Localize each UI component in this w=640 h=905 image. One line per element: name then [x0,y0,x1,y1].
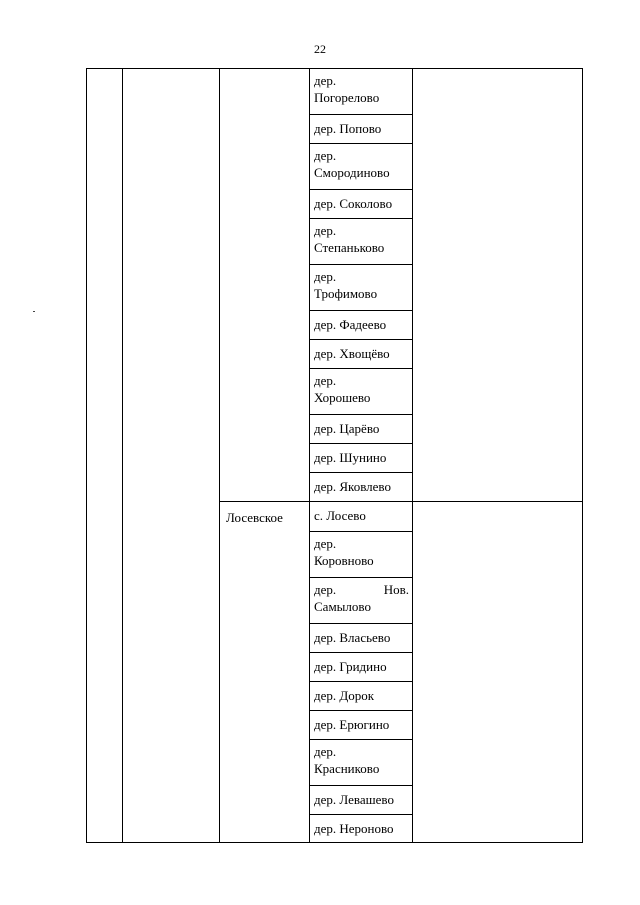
village-name-part: дер. Нероново [314,821,394,836]
village-name-part: дер. Царёво [314,421,380,436]
settlement-cell [220,502,310,843]
village-cell [310,115,413,144]
number-column-cell [87,69,123,843]
village-cell [310,532,413,578]
settlements-table [86,68,583,843]
village-cell [310,444,413,473]
settlement-name: Лосевское [226,510,283,525]
village-cell [310,711,413,740]
village-cell [310,682,413,711]
village-cell [310,740,413,786]
village-cell [310,144,413,190]
village-name-part: дер. [314,223,337,238]
village-cell [310,69,413,115]
village-cell [310,415,413,444]
settlements-table-body [87,69,583,843]
village-name-part: дер. [314,744,337,759]
notes-cell [413,69,583,502]
settlement-cell [220,69,310,502]
village-name-part: с. Лосево [314,508,366,523]
village-name-line [314,582,409,599]
village-name-part: дер. Шунино [314,450,387,465]
village-name-part: дер. Левашево [314,792,394,807]
village-cell [310,624,413,653]
village-name-part: Нов. [383,582,409,597]
village-name-part: дер. Гридино [314,659,387,674]
village-name-part: дер. [314,373,337,388]
notes-cell [413,502,583,843]
village-name-part: Трофимово [314,285,378,301]
village-name-part: Коровново [314,552,374,568]
village-name-part: дер. Яковлево [314,479,391,494]
village-cell [310,311,413,340]
village-cell [310,190,413,219]
village-cell [310,369,413,415]
district-column-cell [123,69,220,843]
village-name-part: Самылово [314,598,371,614]
table-row [87,69,583,115]
village-cell [310,265,413,311]
village-name-part: дер. Власьево [314,630,391,645]
village-name-part: Степаньково [314,239,385,255]
village-cell [310,815,413,843]
village-cell [310,786,413,815]
village-name-part: дер. [314,269,337,284]
village-name-part: Погорелово [314,89,380,105]
village-cell [310,578,413,624]
village-name-part: дер. [314,148,337,163]
village-cell [310,340,413,369]
page-number: 22 [314,42,326,56]
village-cell [310,653,413,682]
village-cell [310,219,413,265]
scan-speck [33,311,35,312]
village-name-part: дер. Ерюгино [314,717,390,732]
village-name-part: дер. Хвощёво [314,346,390,361]
village-cell [310,473,413,502]
village-name-part: Смородиново [314,164,390,180]
village-name-part: дер. [314,582,337,597]
village-cell [310,502,413,532]
village-name-part: дер. Соколово [314,196,393,211]
village-name-part: Хорошево [314,389,371,405]
village-name-part: дер. Дорок [314,688,375,703]
village-name-part: дер. Попово [314,121,382,136]
village-name-part: дер. [314,536,337,551]
village-name-part: дер. [314,73,337,88]
village-name-part: Красниково [314,760,380,776]
village-name-part: дер. Фадеево [314,317,387,332]
